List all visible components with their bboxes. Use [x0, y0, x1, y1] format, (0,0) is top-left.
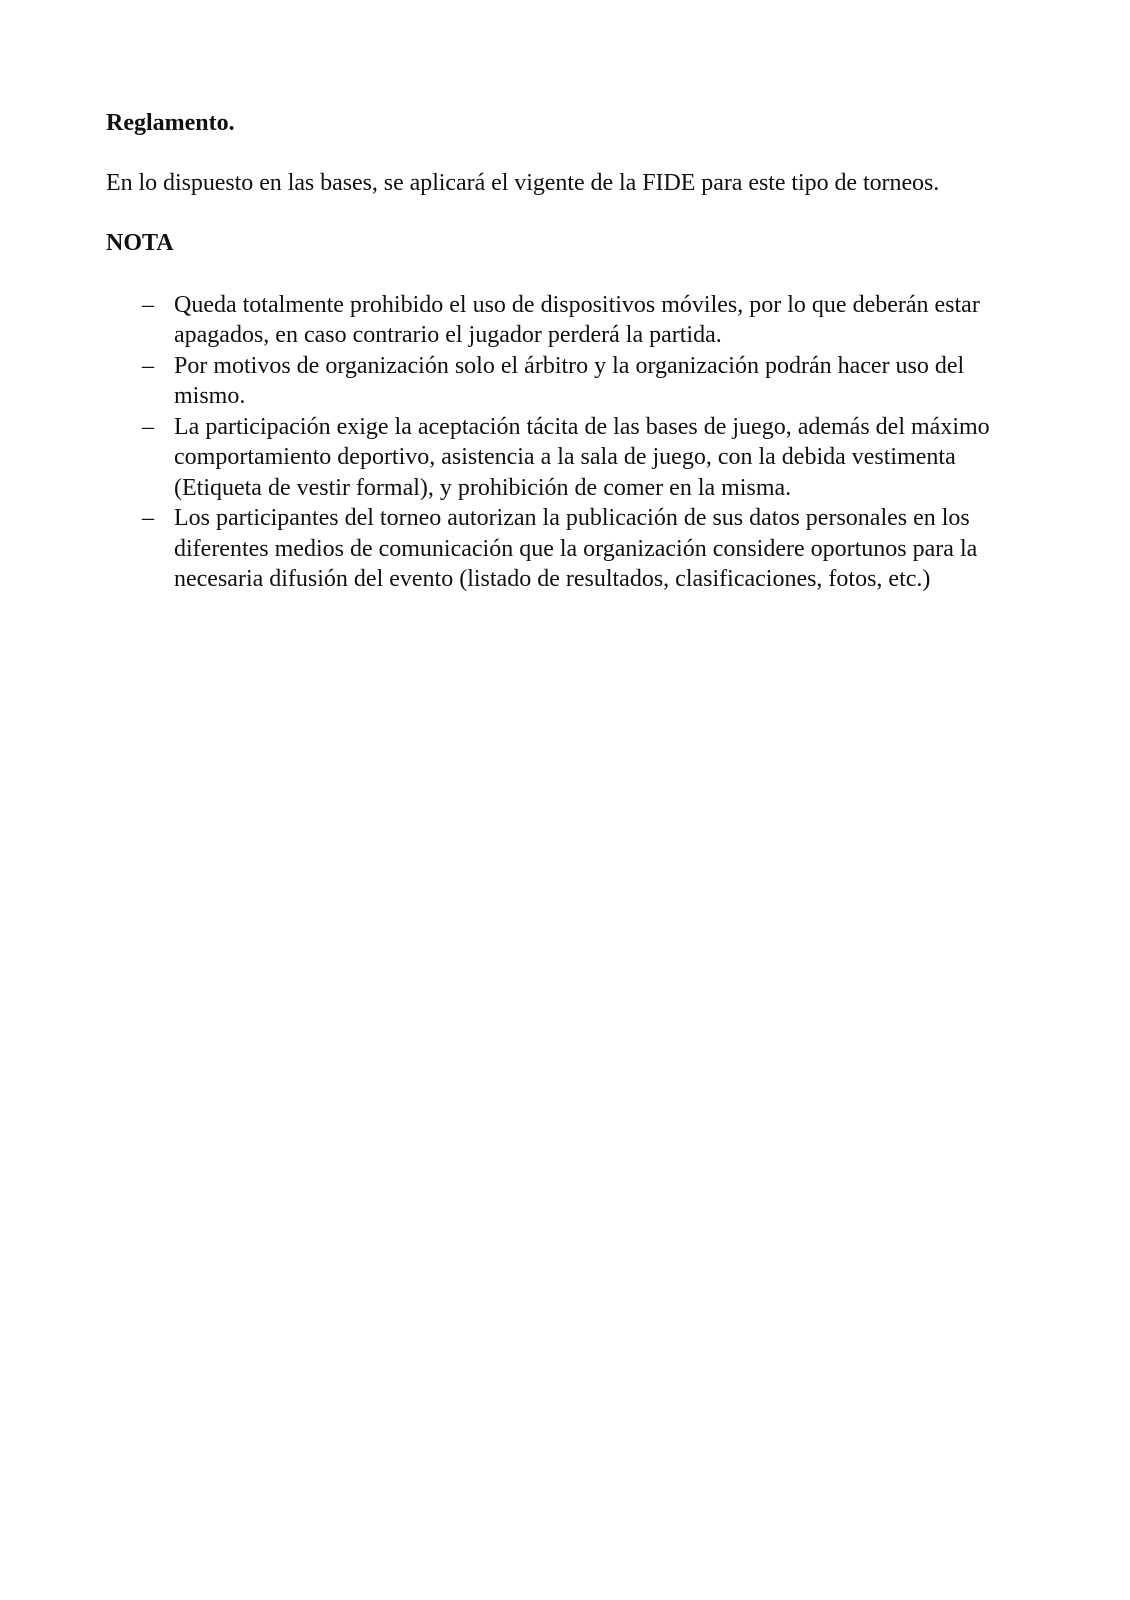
- dash-bullet-icon: –: [142, 413, 154, 440]
- nota-item-text: Por motivos de organización solo el árbitro y la organización podrán hacer uso del mismo.: [174, 352, 965, 409]
- section-heading-nota: NOTA: [106, 229, 174, 256]
- nota-list-item: [106, 503, 1026, 595]
- section-heading-reglamento: Reglamento.: [106, 110, 235, 136]
- nota-list-item: [106, 290, 1026, 351]
- nota-list: [106, 290, 1026, 595]
- nota-item-text: Los participantes del torneo autorizan la publicación de sus datos personales en los diferentes medios de comunicación que la organización considere oportunos para la necesaria difusión del evento (listado de resultados, clasificaciones, fotos, etc.): [174, 505, 978, 592]
- reglamento-paragraph: En lo dispuesto en las bases, se aplicará el vigente de la FIDE para este tipo de torneos.: [106, 170, 940, 196]
- nota-list-item: [106, 412, 1026, 504]
- document-page: [106, 108, 1026, 595]
- nota-item-text: Queda totalmente prohibido el uso de dispositivos móviles, por lo que deberán estar apagados, en caso contrario el jugador perderá la partida.: [174, 291, 980, 348]
- nota-list-item: [106, 351, 1026, 412]
- nota-item-text: La participación exige la aceptación tácita de las bases de juego, además del máximo comportamiento deportivo, asistencia a la sala de juego, con la debida vestimenta (Etiqueta de vestir formal), y prohibición de comer en la misma.: [174, 413, 990, 501]
- dash-bullet-icon: –: [142, 505, 154, 531]
- dash-bullet-icon: –: [142, 352, 154, 379]
- dash-bullet-icon: –: [142, 291, 154, 318]
